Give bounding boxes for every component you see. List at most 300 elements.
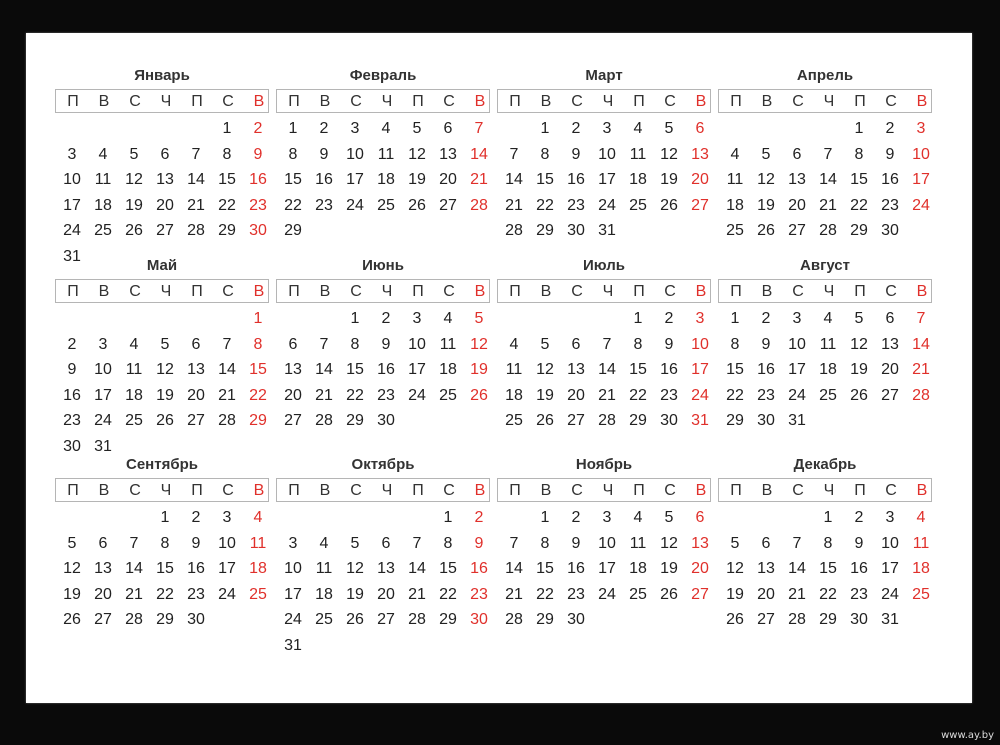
date: 24 — [218, 585, 236, 603]
date: 3 — [67, 145, 77, 163]
date: 12 — [850, 335, 868, 353]
date: 24 — [408, 386, 426, 404]
date: 2 — [664, 310, 674, 327]
date: 25 — [629, 196, 647, 214]
date: 2 — [319, 120, 329, 137]
date: 7 — [509, 145, 519, 163]
sunday-date: 26 — [470, 386, 488, 404]
date: 17 — [788, 361, 806, 378]
month-title: Май — [146, 257, 178, 274]
sunday-date: 20 — [691, 171, 709, 188]
weekday-label: П — [412, 283, 424, 300]
weekday-header — [718, 478, 932, 502]
date: 15 — [284, 171, 302, 188]
date: 28 — [505, 222, 523, 239]
date: 11 — [315, 560, 333, 577]
date: 19 — [660, 171, 678, 188]
sunday-date: 3 — [916, 120, 926, 137]
weekday-label: С — [885, 482, 897, 499]
date: 31 — [788, 412, 806, 429]
date: 20 — [377, 585, 395, 603]
weekday-label: Ч — [381, 93, 393, 110]
sunday-date: 16 — [470, 560, 488, 577]
date: 26 — [850, 386, 868, 404]
date: 18 — [377, 171, 395, 188]
date: 26 — [63, 611, 81, 628]
date: 23 — [567, 585, 585, 603]
date: 14 — [505, 560, 523, 577]
date: 6 — [443, 120, 453, 137]
date: 22 — [629, 386, 647, 404]
weekday-label: П — [854, 283, 866, 300]
date: 8 — [222, 145, 232, 163]
date: 26 — [156, 412, 174, 429]
date: 3 — [350, 120, 360, 137]
date: 8 — [350, 335, 360, 353]
date: 3 — [792, 310, 802, 327]
date: 5 — [129, 145, 139, 163]
date: 14 — [788, 560, 806, 577]
sunday-date: 29 — [249, 412, 267, 429]
date: 20 — [187, 386, 205, 404]
date: 17 — [598, 171, 616, 188]
date: 27 — [567, 412, 585, 429]
weekday-label: С — [571, 283, 583, 300]
date: 24 — [788, 386, 806, 404]
month-10 — [273, 455, 493, 654]
date: 20 — [757, 585, 775, 603]
date: 19 — [757, 196, 775, 214]
weekday-label: П — [633, 283, 645, 300]
sunday-date: 23 — [470, 585, 488, 603]
date: 9 — [191, 534, 201, 552]
date: 29 — [536, 222, 554, 239]
date: 17 — [94, 386, 112, 404]
date: 12 — [125, 171, 143, 188]
date: 4 — [381, 120, 391, 137]
date: 30 — [850, 611, 868, 628]
date: 29 — [346, 412, 364, 429]
date: 8 — [443, 534, 453, 552]
date: 22 — [536, 585, 554, 603]
date: 4 — [319, 534, 329, 552]
date: 23 — [660, 386, 678, 404]
date: 3 — [602, 509, 612, 526]
date: 18 — [125, 386, 143, 404]
date: 1 — [160, 509, 170, 526]
date: 12 — [660, 534, 678, 552]
weekday-label: Ч — [602, 482, 614, 499]
date: 1 — [443, 509, 453, 526]
sunday-date: 24 — [691, 386, 709, 404]
date: 3 — [288, 534, 298, 552]
date: 2 — [571, 120, 581, 137]
date: 18 — [439, 361, 457, 378]
weekday-label: П — [854, 93, 866, 110]
date: 19 — [536, 386, 554, 404]
date: 10 — [881, 534, 899, 552]
date: 29 — [726, 412, 744, 429]
date: 13 — [156, 171, 174, 188]
weekday-label: В — [98, 482, 110, 499]
sunday-date: 31 — [691, 412, 709, 429]
date: 17 — [408, 361, 426, 378]
sunday-date: 16 — [249, 171, 267, 188]
date: 11 — [125, 361, 143, 378]
date: 29 — [439, 611, 457, 628]
date: 27 — [439, 196, 457, 214]
date: 6 — [98, 534, 108, 552]
date: 26 — [757, 222, 775, 239]
date: 21 — [505, 585, 523, 603]
date: 12 — [757, 171, 775, 188]
date: 28 — [218, 412, 236, 429]
date: 16 — [567, 560, 585, 577]
date: 10 — [218, 534, 236, 552]
weekday-label: С — [792, 283, 804, 300]
date: 23 — [881, 196, 899, 214]
month-title: Сентябрь — [126, 456, 198, 473]
weekday-label: П — [854, 482, 866, 499]
weekday-header — [55, 478, 269, 502]
sunday-date: 7 — [474, 120, 484, 137]
weekday-label: П — [633, 93, 645, 110]
date: 29 — [284, 222, 302, 239]
date: 22 — [850, 196, 868, 214]
sunday-date: 25 — [912, 585, 930, 603]
date: 4 — [509, 335, 519, 353]
date: 7 — [222, 335, 232, 353]
date: 30 — [187, 611, 205, 628]
weekday-label: П — [633, 482, 645, 499]
calendar-card — [26, 33, 972, 703]
date: 26 — [346, 611, 364, 628]
date: 25 — [629, 585, 647, 603]
date: 7 — [319, 335, 329, 353]
date: 6 — [885, 310, 895, 327]
date: 15 — [726, 361, 744, 378]
date: 11 — [94, 171, 112, 188]
date: 23 — [757, 386, 775, 404]
date: 8 — [540, 145, 550, 163]
date: 21 — [408, 585, 426, 603]
date: 18 — [726, 196, 744, 214]
watermark: www.ay.by — [941, 730, 994, 741]
weekday-label: В — [319, 93, 331, 110]
date: 9 — [571, 534, 581, 552]
date: 26 — [536, 412, 554, 429]
date: 5 — [664, 120, 674, 137]
date: 13 — [284, 361, 302, 378]
weekday-label: Ч — [381, 283, 393, 300]
date: 10 — [94, 361, 112, 378]
date: 17 — [881, 560, 899, 577]
weekday-label: С — [443, 93, 455, 110]
date: 19 — [726, 585, 744, 603]
sunday-date: 25 — [249, 585, 267, 603]
month-9 — [52, 455, 272, 651]
sunday-date: 15 — [249, 361, 267, 378]
sunday-date: 20 — [691, 560, 709, 577]
sunday-date: 11 — [249, 534, 267, 552]
date: 13 — [788, 171, 806, 188]
date: 9 — [381, 335, 391, 353]
date: 21 — [125, 585, 143, 603]
date: 28 — [187, 222, 205, 239]
date: 18 — [629, 560, 647, 577]
date: 5 — [350, 534, 360, 552]
date: 15 — [156, 560, 174, 577]
date: 23 — [187, 585, 205, 603]
date: 13 — [377, 560, 395, 577]
sunday-date: 4 — [916, 509, 926, 526]
month-title: Июль — [583, 257, 625, 274]
month-12 — [715, 455, 935, 651]
weekday-label: В — [319, 482, 331, 499]
sunday-date: 21 — [470, 171, 488, 188]
date: 2 — [381, 310, 391, 327]
weekday-label: В — [540, 482, 552, 499]
weekday-label: В — [98, 283, 110, 300]
sunday-date: 2 — [253, 120, 263, 137]
date: 7 — [602, 335, 612, 353]
sunday-date: 13 — [691, 145, 709, 163]
date: 4 — [730, 145, 740, 163]
date: 24 — [346, 196, 364, 214]
weekday-label: С — [664, 93, 676, 110]
month-1 — [52, 66, 272, 265]
month-6 — [273, 256, 493, 452]
weekday-header — [718, 279, 932, 303]
sunday-date: 19 — [470, 361, 488, 378]
weekday-label: С — [222, 93, 234, 110]
month-title: Декабрь — [793, 456, 857, 473]
sunday-date: 5 — [474, 310, 484, 327]
date: 1 — [540, 120, 550, 137]
date: 1 — [350, 310, 360, 327]
sunday-date: 14 — [912, 335, 930, 353]
weekday-label: С — [222, 482, 234, 499]
month-title: Февраль — [349, 67, 417, 84]
date: 3 — [885, 509, 895, 526]
weekday-label: В — [540, 283, 552, 300]
sunday-date: 18 — [912, 560, 930, 577]
weekday-label: С — [885, 283, 897, 300]
date: 5 — [67, 534, 77, 552]
sunday-date: 22 — [249, 386, 267, 404]
weekday-header — [55, 89, 269, 113]
date: 2 — [191, 509, 201, 526]
date: 19 — [156, 386, 174, 404]
weekday-label: С — [129, 482, 141, 499]
sunday-date: 2 — [474, 509, 484, 526]
date: 15 — [439, 560, 457, 577]
date: 30 — [757, 412, 775, 429]
date: 15 — [629, 361, 647, 378]
weekday-label: В — [253, 283, 265, 300]
date: 24 — [94, 412, 112, 429]
date: 18 — [819, 361, 837, 378]
weekday-label: Ч — [823, 482, 835, 499]
date: 5 — [540, 335, 550, 353]
date: 25 — [125, 412, 143, 429]
date: 7 — [129, 534, 139, 552]
weekday-label: С — [350, 93, 362, 110]
date: 10 — [408, 335, 426, 353]
weekday-label: В — [253, 482, 265, 499]
weekday-header — [497, 89, 711, 113]
date: 7 — [509, 534, 519, 552]
month-7 — [494, 256, 714, 452]
date: 22 — [218, 196, 236, 214]
date: 16 — [567, 171, 585, 188]
date: 5 — [761, 145, 771, 163]
date: 20 — [94, 585, 112, 603]
date: 27 — [757, 611, 775, 628]
date: 15 — [536, 171, 554, 188]
date: 11 — [819, 335, 837, 353]
sunday-date: 30 — [470, 611, 488, 628]
weekday-label: В — [695, 482, 707, 499]
date: 11 — [629, 145, 647, 163]
month-5 — [52, 256, 272, 455]
date: 15 — [536, 560, 554, 577]
date: 23 — [315, 196, 333, 214]
month-title: Март — [585, 67, 623, 84]
weekday-label: С — [222, 283, 234, 300]
weekday-label: В — [695, 283, 707, 300]
date: 5 — [664, 509, 674, 526]
weekday-header — [276, 279, 490, 303]
date: 28 — [505, 611, 523, 628]
sunday-date: 27 — [691, 196, 709, 214]
date: 31 — [881, 611, 899, 628]
date: 12 — [536, 361, 554, 378]
date: 29 — [819, 611, 837, 628]
weekday-header — [497, 279, 711, 303]
date: 8 — [160, 534, 170, 552]
date: 9 — [761, 335, 771, 353]
date: 1 — [540, 509, 550, 526]
sunday-date: 21 — [912, 361, 930, 378]
date: 10 — [284, 560, 302, 577]
date: 13 — [439, 145, 457, 163]
sunday-date: 17 — [912, 171, 930, 188]
sunday-date: 6 — [695, 509, 705, 526]
date: 27 — [881, 386, 899, 404]
month-4 — [715, 66, 935, 262]
sunday-date: 18 — [249, 560, 267, 577]
weekday-label: П — [191, 482, 203, 499]
date: 30 — [567, 611, 585, 628]
date: 25 — [726, 222, 744, 239]
date: 9 — [67, 361, 77, 378]
date: 8 — [730, 335, 740, 353]
date: 17 — [284, 585, 302, 603]
date: 27 — [284, 412, 302, 429]
weekday-label: В — [916, 283, 928, 300]
date: 21 — [598, 386, 616, 404]
sunday-date: 9 — [253, 145, 263, 163]
date: 11 — [439, 335, 457, 353]
date: 22 — [156, 585, 174, 603]
weekday-label: В — [761, 283, 773, 300]
date: 11 — [629, 534, 647, 552]
date: 2 — [761, 310, 771, 327]
date: 30 — [881, 222, 899, 239]
date: 23 — [377, 386, 395, 404]
date: 5 — [160, 335, 170, 353]
date: 12 — [408, 145, 426, 163]
date: 25 — [377, 196, 395, 214]
date: 12 — [156, 361, 174, 378]
date: 25 — [315, 611, 333, 628]
date: 16 — [63, 386, 81, 404]
date: 19 — [850, 361, 868, 378]
date: 4 — [633, 120, 643, 137]
sunday-date: 14 — [470, 145, 488, 163]
month-2 — [273, 66, 493, 262]
date: 28 — [408, 611, 426, 628]
date: 21 — [218, 386, 236, 404]
date: 13 — [94, 560, 112, 577]
weekday-label: В — [916, 482, 928, 499]
date: 18 — [315, 585, 333, 603]
date: 6 — [571, 335, 581, 353]
weekday-label: В — [98, 93, 110, 110]
date: 26 — [726, 611, 744, 628]
weekday-label: С — [129, 283, 141, 300]
sunday-date: 17 — [691, 361, 709, 378]
date: 1 — [288, 120, 298, 137]
weekday-label: С — [350, 283, 362, 300]
weekday-label: Ч — [823, 93, 835, 110]
sunday-date: 12 — [470, 335, 488, 353]
date: 16 — [850, 560, 868, 577]
weekday-label: В — [540, 93, 552, 110]
date: 1 — [633, 310, 643, 327]
date: 4 — [129, 335, 139, 353]
weekday-label: С — [792, 93, 804, 110]
date: 3 — [98, 335, 108, 353]
date: 6 — [160, 145, 170, 163]
weekday-label: П — [67, 482, 79, 499]
weekday-label: С — [664, 283, 676, 300]
weekday-label: С — [792, 482, 804, 499]
date: 25 — [94, 222, 112, 239]
date: 1 — [222, 120, 232, 137]
date: 22 — [819, 585, 837, 603]
date: 18 — [94, 196, 112, 214]
date: 20 — [284, 386, 302, 404]
date: 23 — [850, 585, 868, 603]
sunday-date: 30 — [249, 222, 267, 239]
date: 20 — [567, 386, 585, 404]
date: 15 — [850, 171, 868, 188]
sunday-date: 28 — [912, 386, 930, 404]
date: 9 — [854, 534, 864, 552]
weekday-label: С — [443, 482, 455, 499]
date: 24 — [63, 222, 81, 239]
date: 17 — [218, 560, 236, 577]
sunday-date: 1 — [253, 310, 263, 327]
sunday-date: 7 — [916, 310, 926, 327]
date: 13 — [187, 361, 205, 378]
month-8 — [715, 256, 935, 452]
date: 18 — [629, 171, 647, 188]
date: 22 — [346, 386, 364, 404]
date: 12 — [660, 145, 678, 163]
